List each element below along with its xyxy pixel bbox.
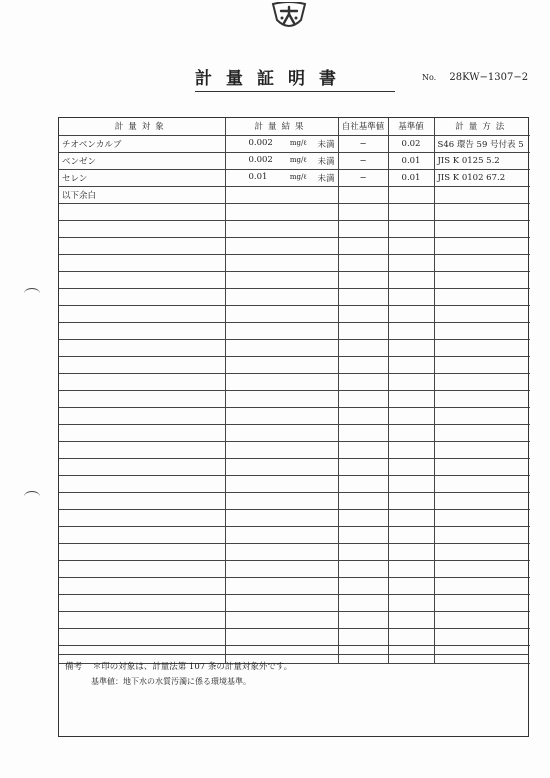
cell-blank [338,459,388,476]
cell-blank [434,544,530,561]
cell-blank [388,220,434,237]
cell-blank [59,237,225,254]
cell-result [225,135,338,152]
cell-blank [338,544,388,561]
cell-blank [59,544,225,561]
table-row [59,186,530,203]
cell-blank [225,271,338,288]
punch-hole-mark [24,491,40,502]
table-row-blank [59,391,530,408]
table-row-blank [59,561,530,578]
cell-blank [434,339,530,356]
table-row-blank [59,425,530,442]
cell-result [225,186,338,203]
cell-blank [434,203,530,220]
cell-blank [388,271,434,288]
cell-blank [338,493,388,510]
remarks-section [59,654,528,692]
cell-blank [434,237,530,254]
cell-standard: 0.01 [388,169,434,186]
cell-target: セレン [59,169,225,186]
cell-blank [59,339,225,356]
cell-blank [338,442,388,459]
table-row-blank [59,629,530,646]
cell-blank [59,476,225,493]
cell-blank [59,305,225,322]
table-row-blank [59,578,530,595]
cell-blank [338,561,388,578]
cell-blank [434,561,530,578]
header-target: 計量対象 [59,118,225,135]
cell-blank [59,561,225,578]
cell-blank [434,391,530,408]
table-row-blank [59,408,530,425]
cell-blank [59,578,225,595]
cell-blank [338,373,388,390]
cell-blank [388,254,434,271]
remarks-label: 備考 [65,662,83,672]
cell-blank [338,408,388,425]
cell-blank [338,527,388,544]
cell-blank [59,254,225,271]
cell-blank [434,288,530,305]
result-value: 0.01 [248,171,268,182]
document-number-value: 28KW−1307−2 [449,72,529,83]
cell-blank [338,425,388,442]
cell-blank [338,510,388,527]
cell-blank [434,254,530,271]
table-row-blank [59,237,530,254]
cell-blank [434,476,530,493]
result-unit [297,194,329,195]
cell-blank [434,493,530,510]
cell-blank [225,391,338,408]
cell-blank [338,578,388,595]
cell-target: チオベンカルブ [59,135,225,152]
cell-blank [225,544,338,561]
table-row-blank [59,220,530,237]
cell-blank [434,442,530,459]
table-row-blank [59,339,530,356]
cell-blank [225,305,338,322]
cell-blank [225,459,338,476]
cell-blank [59,425,225,442]
cell-blank [59,510,225,527]
cell-blank [225,595,338,612]
cell-blank [338,339,388,356]
table-row-blank [59,322,530,339]
cell-blank [59,527,225,544]
cell-blank [225,561,338,578]
cell-blank [338,595,388,612]
table-row-blank [59,544,530,561]
cell-blank [434,578,530,595]
cell-blank [388,305,434,322]
cell-blank [59,203,225,220]
cell-blank [434,629,530,646]
cell-blank [434,510,530,527]
cell-method: JIS K 0102 67.2 [434,169,530,186]
cell-blank [388,595,434,612]
cell-blank [388,527,434,544]
cell-blank [225,288,338,305]
cell-blank [59,373,225,390]
remarks-standard-note: 基準値：地下水の水質汚濁に係る環境基準。 [91,677,251,686]
cell-blank [59,391,225,408]
cell-blank [338,271,388,288]
table-row-blank [59,203,530,220]
cell-blank [388,442,434,459]
cell-blank [59,442,225,459]
cell-blank [225,442,338,459]
cell-blank [338,288,388,305]
measurement-sheet [58,117,529,737]
table-header-row [59,118,530,135]
punch-hole-mark [24,288,40,299]
cell-blank [59,408,225,425]
cell-blank [338,203,388,220]
cell-blank [434,373,530,390]
cell-blank [434,322,530,339]
table-row-blank [59,254,530,271]
cell-blank [59,322,225,339]
cell-blank [59,493,225,510]
table-row [59,135,530,152]
cell-company-standard: − [338,169,388,186]
cell-blank [434,595,530,612]
cell-blank [225,493,338,510]
cell-company-standard: − [338,152,388,169]
cell-blank [434,425,530,442]
cell-blank [338,305,388,322]
cell-blank [434,459,530,476]
cell-standard: 0.01 [388,152,434,169]
result-qualifier: 未満 [317,139,335,150]
cell-blank [434,220,530,237]
table-row [59,169,530,186]
header-company-standard: 自社基準値 [338,118,388,135]
table-row-blank [59,595,530,612]
cell-blank [388,544,434,561]
cell-result [225,152,338,169]
cell-blank [388,476,434,493]
cell-blank [388,339,434,356]
header-standard: 基準値 [388,118,434,135]
result-qualifier: 未満 [317,156,335,167]
cell-blank [388,322,434,339]
remarks-note: ＊印の対象は、計量法第 107 条の計量対象外です。 [92,662,293,672]
cell-blank [338,476,388,493]
result-value [229,194,297,195]
table-row-blank [59,442,530,459]
cell-blank [388,629,434,646]
document-number-label: No. [422,73,437,82]
cell-blank [225,578,338,595]
cell-blank [388,356,434,373]
cell-blank [338,254,388,271]
cell-target: 以下余白 [59,186,225,203]
table-row-blank [59,476,530,493]
cell-blank [388,612,434,629]
cell-blank [225,510,338,527]
measurement-table [59,118,530,664]
cell-blank [59,356,225,373]
cell-method: S46 環告 59 号付表 5 [434,135,530,152]
table-row-blank [59,305,530,322]
cell-blank [59,612,225,629]
cell-company-standard [338,186,388,203]
company-logo-seal [270,2,308,32]
result-unit: mg/ℓ [289,155,307,164]
cell-blank [388,561,434,578]
table-row-blank [59,271,530,288]
cell-blank [59,629,225,646]
cell-company-standard: − [338,135,388,152]
cell-blank [338,237,388,254]
table-row-blank [59,510,530,527]
cell-blank [225,220,338,237]
cell-blank [338,629,388,646]
cell-blank [225,339,338,356]
cell-blank [59,459,225,476]
cell-blank [388,288,434,305]
cell-blank [388,203,434,220]
cell-blank [388,408,434,425]
cell-blank [388,391,434,408]
cell-blank [225,237,338,254]
cell-blank [225,322,338,339]
cell-blank [338,612,388,629]
table-row [59,152,530,169]
cell-blank [59,288,225,305]
table-row-blank [59,288,530,305]
result-unit: mg/ℓ [289,138,307,147]
cell-blank [225,373,338,390]
table-row-blank [59,459,530,476]
cell-standard [388,186,434,203]
cell-blank [338,391,388,408]
cell-blank [388,578,434,595]
cell-blank [434,305,530,322]
cell-blank [59,271,225,288]
cell-blank [338,220,388,237]
cell-standard: 0.02 [388,135,434,152]
cell-blank [225,425,338,442]
cell-blank [434,612,530,629]
cell-method: JIS K 0125 5.2 [434,152,530,169]
cell-blank [388,459,434,476]
cell-blank [388,425,434,442]
cell-blank [225,476,338,493]
cell-blank [338,322,388,339]
cell-blank [434,356,530,373]
header-result: 計量結果 [225,118,338,135]
header-method: 計量方法 [434,118,530,135]
document-title: 計量証明書 [195,64,395,92]
document-number [422,72,528,83]
cell-blank [434,271,530,288]
cell-method [434,186,530,203]
table-row-blank [59,356,530,373]
cell-blank [225,408,338,425]
result-unit: mg/ℓ [289,172,307,181]
cell-result [225,169,338,186]
cell-blank [434,408,530,425]
cell-target: ベンゼン [59,152,225,169]
cell-blank [225,356,338,373]
cell-blank [225,527,338,544]
table-row-blank [59,493,530,510]
cell-blank [388,493,434,510]
cell-blank [225,629,338,646]
result-qualifier: 未満 [317,173,335,184]
cell-blank [225,203,338,220]
table-row-blank [59,527,530,544]
cell-blank [225,612,338,629]
result-value: 0.002 [248,154,273,165]
cell-blank [388,373,434,390]
cell-blank [59,595,225,612]
cell-blank [338,356,388,373]
cell-blank [388,510,434,527]
cell-blank [225,254,338,271]
cell-blank [434,527,530,544]
cell-blank [388,237,434,254]
table-row-blank [59,373,530,390]
table-row-blank [59,612,530,629]
cell-blank [59,220,225,237]
result-value: 0.002 [248,137,273,148]
